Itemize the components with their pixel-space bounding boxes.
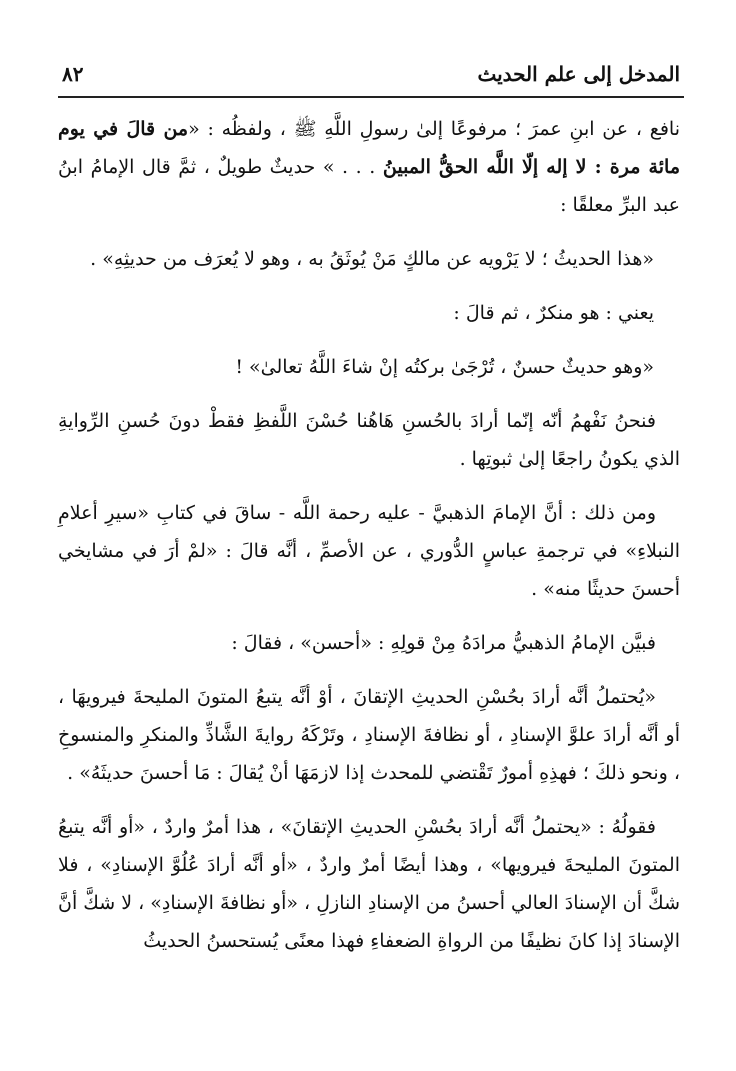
paragraph-9: فقولُهُ : «يحتملُ أنَّه أرادَ بحُسْنِ الحديثِ الإتقانَ» ، هذا أمرٌ واردٌ ، «أو أنَّه يتبعُ المتونَ المليحةَ فيرويها» ، وهذا أيضًا أمرٌ واردٌ ، «أو أنَّه أرادَ عُلُوَّ الإسنادِ» ، فلا شكَّ أن الإسنادَ العالي أحسنُ من الإسنادِ النازلِ ، «أو نظافةَ الإسنادِ» ، لا شكَّ أنَّ الإسنادَ إذا كانَ نظيفًا من الرواةِ الضعفاءِ فهذا معنًى يُستحسنُ الحديثُ: [57, 816, 680, 952]
paragraph-1: نافع ، عن ابنِ عمرَ ؛ مرفوعًا إلىٰ رسولِ اللَّهِ ﷺ ، ولفظُه : «من قالَ في يوم مائة مرة : لا إله إلّا اللَّه الحقُّ المبينُ . . . » حديثٌ طويلٌ ، ثمَّ قال الإمامُ ابنُ عبد البرِّ معلقًا :: [58, 118, 680, 216]
paragraph-3: يعني : هو منكرٌ ، ثم قالَ :: [453, 302, 654, 324]
running-header: [62, 56, 680, 92]
paragraph-7: فبيَّن الإمامُ الذهبيُّ مرادَهُ مِنْ قولِهِ : «أحسن» ، فقالَ :: [231, 632, 656, 654]
header-divider: [58, 96, 684, 98]
paragraph-6: ومن ذلك : أنَّ الإمامَ الذهبيَّ - عليه رحمة اللَّه - ساقَ في كتابِ «سيرِ أعلامِ النبلاءِ» في ترجمةِ عباسٍ الدُّوري ، عن الأصمِّ ، أنَّه قالَ : «لمْ أرَ في مشايخي أحسنَ حديثًا منه» .: [58, 502, 680, 600]
page-number: ٨٢: [62, 62, 84, 86]
page-body: [58, 110, 680, 976]
paragraph-2: «هذا الحديثُ ؛ لا يَرْويه عن مالكٍ مَنْ يُوثَقُ به ، وهو لا يُعرَف من حديثِهِ» .: [90, 248, 654, 270]
book-title: المدخل إلى علم الحديث: [477, 62, 680, 86]
hadith-text: من قالَ في يوم مائة مرة : لا إله إلّا اللَّه الحقُّ المبينُ: [58, 118, 680, 178]
paragraph-8: «يُحتملُ أنَّه أرادَ بحُسْنِ الحديثِ الإتقانَ ، أوْ أنَّه يتبعُ المتونَ المليحةَ فيرويهَا ، أو أنَّه أرادَ علوَّ الإسنادِ ، أو نظافةَ الإسنادِ ، وتَرْكَهُ روايةَ الشَّاذِّ والمنكرِ والمنسوخِ ، ونحو ذلكَ ؛ فهذِهِ أمورٌ تَقْتضي للمحدث إذا لازمَهَا أنْ يُقالَ : مَا أحسنَ حديثَهُ» .: [58, 686, 681, 784]
paragraph-4: «وهو حديثٌ حسنٌ ، تُرْجَىٰ بركتُه إنْ شاءَ اللَّهُ تعالىٰ» !: [235, 356, 654, 378]
paragraph-5: فنحنُ نَفْهمُ أنّه إنّما أرادَ بالحُسنِ هَاهُنا حُسْنَ اللَّفظِ فقطْ دونَ حُسنِ الرِّوايةِ الذي يكونُ راجعًا إلىٰ ثبوتِها .: [58, 410, 680, 470]
